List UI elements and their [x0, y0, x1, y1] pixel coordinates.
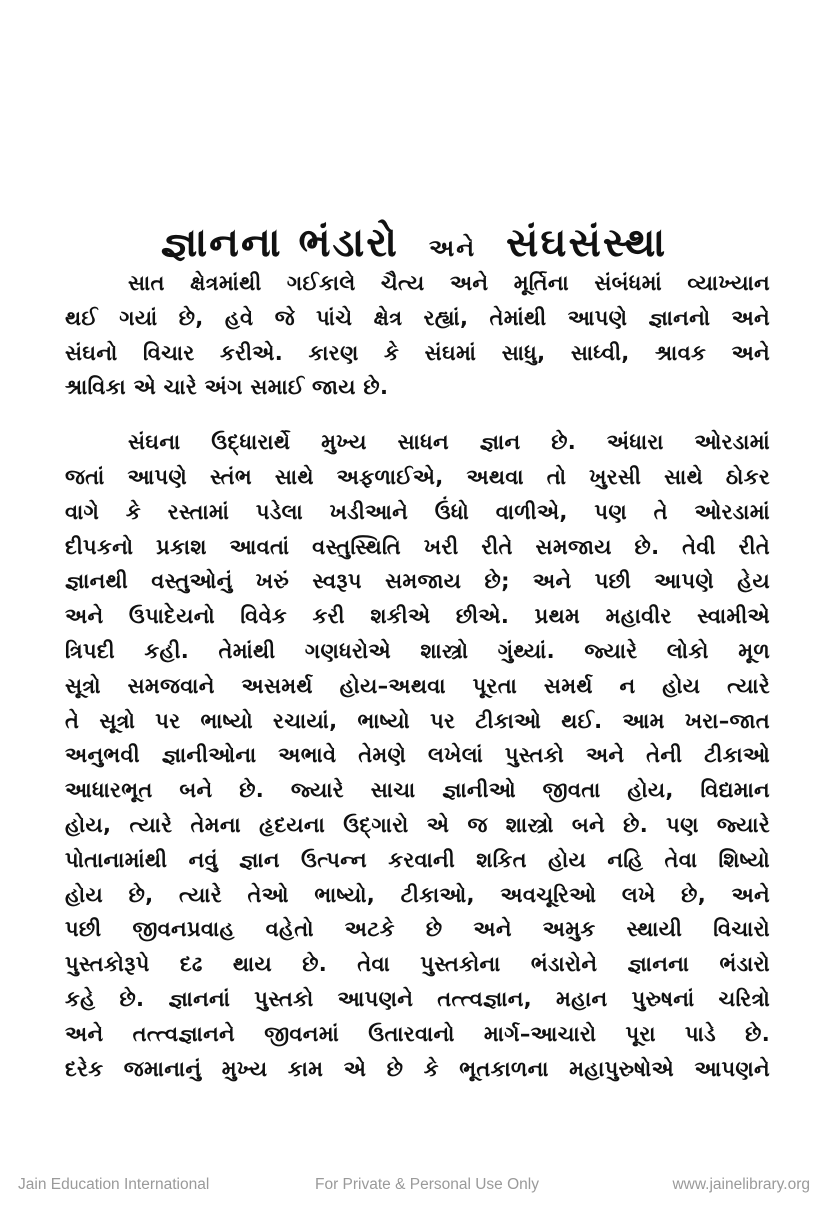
footer — [0, 1172, 828, 1200]
text-line: શ્રાવિકા એ ચારે અંગ સમાઈ જાય છે. — [65, 375, 389, 400]
text-line: દરેક જમાનાનું મુખ્ય કામ એ છે કે ભૂતકાળના મહાપુરુષોએ આપણને — [65, 1056, 770, 1081]
text-line: પછી જીવનપ્રવાહ વહેતો અટકે છે અને અમુક સ્થાયી વિચારો — [65, 917, 770, 942]
text-line: સૂત્રો સમજવાને અસમર્થ હોય–અથવા પૂરતા સમર્થ ન હોય ત્યારે — [65, 673, 770, 698]
text-line: સંઘના ઉદ્ધારાર્થે મુખ્ય સાધન જ્ઞાન છે. અંધારા ઓરડામાં — [128, 430, 770, 455]
text-line: જતાં આપણે સ્તંભ સાથે અફળાઈએ, અથવા તો ખુરસી સાથે ઠોકર — [65, 464, 770, 489]
text-line: ત્રિપદી કહી. તેમાંથી ગણધરોએ શાસ્ત્રો ગુંથ્યાં. જ્યારે લોકો મૂળ — [65, 638, 770, 663]
paragraph-2 — [65, 425, 770, 1086]
text-line: અને ઉપાદેયનો વિવેક કરી શકીએ છીએ. પ્રથમ મહાવીર સ્વામીએ — [65, 604, 770, 629]
text-line: સાત ક્ષેત્રમાંથી ગઈકાલે ચૈત્ય અને મૂર્તિના સંબંધમાં વ્યાખ્યાન — [128, 271, 770, 295]
footer-usage-notice: For Private & Personal Use Only — [315, 1176, 539, 1193]
text-line: થઈ ગયાં છે, હવે જે પાંચે ક્ષેત્ર રહ્યાં, તેમાંથી આપણે જ્ઞાનનો અને — [65, 305, 770, 330]
title-part-1: જ્ઞાનના ભંડારો — [160, 219, 399, 266]
text-line: હોય છે, ત્યારે તેઓ ભાષ્યો, ટીકાઓ, અવચૂરિઓ લખે છે, અને — [65, 882, 770, 907]
text-line: દીપકનો પ્રકાશ આવતાં વસ્તુસ્થિતિ ખરી રીતે સમજાય છે. તેવી રીતે — [65, 534, 770, 559]
paragraph-gap — [65, 405, 770, 425]
text-line: તે સૂત્રો પર ભાષ્યો રચાયાં, ભાષ્યો પર ટીકાઓ થઈ. આમ ખરા–જાત — [65, 708, 770, 733]
paragraph-1 — [65, 266, 770, 405]
text-line: જ્ઞાનથી વસ્તુઓનું ખરું સ્વરૂપ સમજાય છે; અને પછી આપણે હેય — [65, 569, 770, 594]
body-text — [65, 266, 770, 1086]
text-line: પુસ્તકોરૂપે દઢ થાય છે. તેવા પુસ્તકોના ભંડારોને જ્ઞાનના ભંડારો — [65, 952, 770, 977]
text-line: સંઘનો વિચાર કરીએ. કારણ કે સંઘમાં સાધુ, સાધ્વી, શ્રાવક અને — [65, 340, 770, 365]
text-line: અને તત્ત્વજ્ઞાનને જીવનમાં ઉતારવાનો માર્ગ–આચારો પૂરા પાડે છે. — [65, 1021, 770, 1046]
text-line: આધારભૂત બને છે. જ્યારે સાચા જ્ઞાનીઓ જીવતા હોય, વિદ્યમાન — [65, 778, 770, 803]
text-line: અનુભવી જ્ઞાનીઓના અભાવે તેમણે લખેલાં પુસ્તકો અને તેની ટીકાઓ — [65, 743, 770, 768]
text-line: વાગે કે રસ્તામાં પડેલા ખડીઆને ઉંધો વાળીએ, પણ તે ઓરડામાં — [65, 499, 770, 524]
footer-publisher: Jain Education International — [18, 1176, 210, 1193]
text-line: કહે છે. જ્ઞાનનાં પુસ્તકો આપણને તત્ત્વજ્ઞાન, મહાન પુરુષનાં ચરિત્રો — [65, 986, 770, 1011]
title-part-2: સંઘસંસ્થા — [506, 219, 668, 266]
text-line: પોતાનામાંથી નવું જ્ઞાન ઉત્પન્ન કરવાની શકિત હોય નહિ તેવા શિષ્યો — [65, 847, 770, 872]
footer-website-link[interactable]: www.jainelibrary.org — [672, 1176, 810, 1193]
text-line: હોય, ત્યારે તેમના હૃદયના ઉદ્ગારો એ જ શાસ્ત્રો બને છે. પણ જ્યારે — [65, 812, 770, 837]
title-connector: અને — [428, 233, 477, 262]
